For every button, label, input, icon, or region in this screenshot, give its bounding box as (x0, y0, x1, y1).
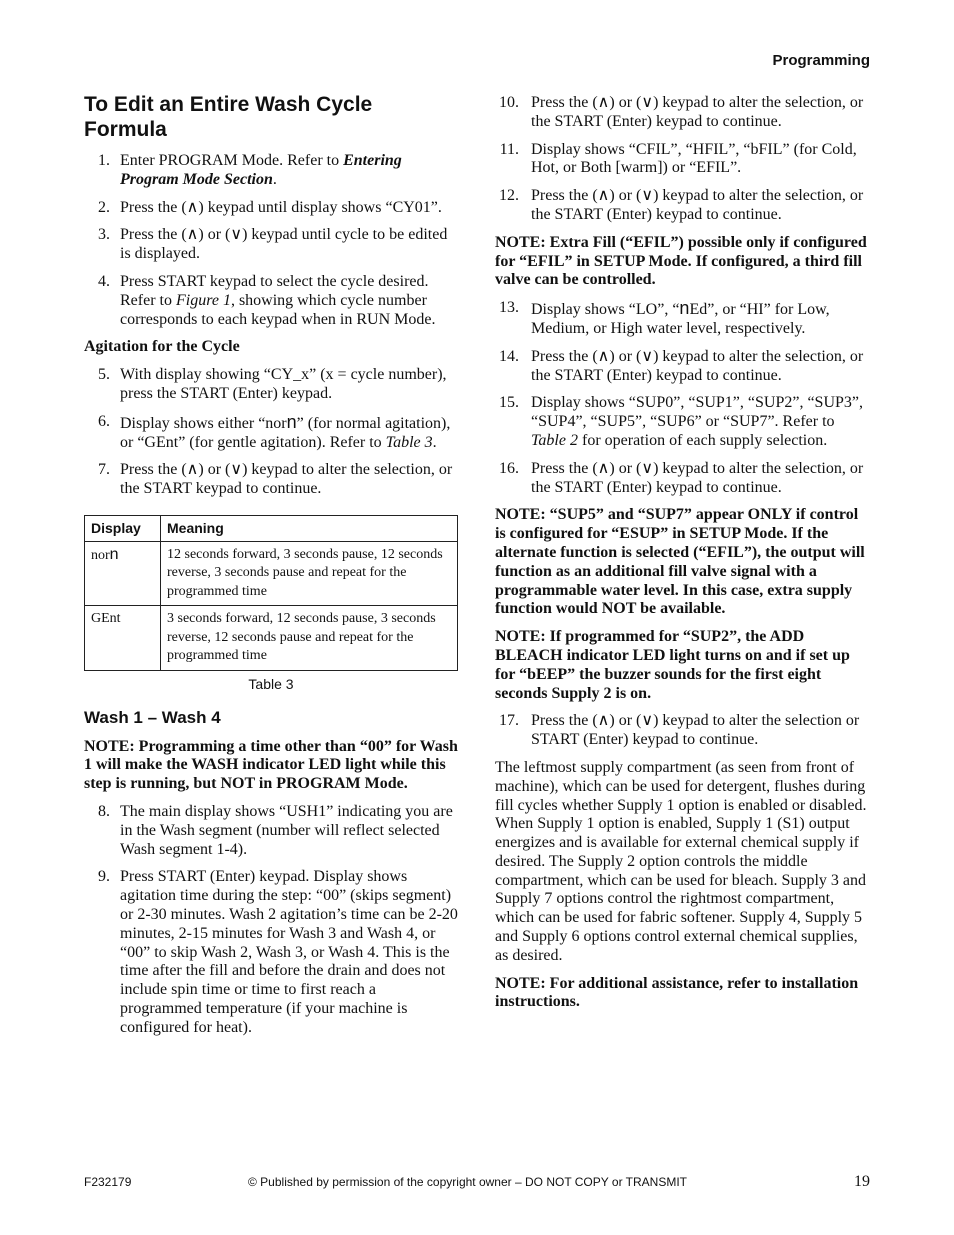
step-number: 11. (499, 140, 519, 158)
step-text: Press the (∧) or (∨) keypad to alter the selection, or the START (Enter) keypad to continue. (531, 459, 864, 496)
step-text-end: for operation of each supply selection. (577, 431, 828, 449)
step-number: 6. (98, 412, 110, 430)
section-header: Programming (772, 52, 870, 69)
step-number: 9. (98, 868, 110, 886)
wash-heading: Wash 1 – Wash 4 (84, 707, 221, 727)
step-9 (84, 868, 458, 1037)
step-text: Display shows either “nor (120, 414, 287, 432)
step-number: 3. (98, 226, 110, 244)
step-text: Press START (Enter) keypad. Display shows agitation time during the step: “00” (skips segment) or 2-30 minutes. Wash 2 agitation’s time can be 2-20 minutes, 2-15 minutes for Wash 3 and Wash 4, or “00” to skip Wash 2, Wash 3, or Wash 4. This is the time after the fill and before the drain and does not include spin time or time to first reach a programmed temperature (if your machine is configured for heat). (120, 868, 458, 1036)
cross-reference: Figure 1 (175, 291, 231, 309)
step-text: Enter PROGRAM Mode. Refer to (120, 152, 344, 169)
step-text: Press the (∧) or (∨) keypad to alter the selection, or the START keypad to continue. (120, 461, 453, 498)
step-text-end: Ed”, or “HI” for Low, Medium, or High water level, respectively. (531, 301, 830, 337)
cross-reference: Table 3 (385, 433, 433, 451)
table-caption: Table 3 (248, 675, 294, 692)
note-assistance: NOTE: For additional assistance, refer to installation instructions. (495, 974, 859, 1011)
step-11 (495, 141, 870, 179)
note-efil: NOTE: Extra Fill (“EFIL”) possible only if configured for “EFIL” in SETUP Mode. If configured, a third fill valve can be controlled. (495, 233, 867, 289)
step-text-end: , showing which cycle number corresponds to each keypad when in RUN Mode. (120, 291, 436, 328)
step-text: The main display shows “USH1” indicating you are in the Wash segment (number will reflect selected Wash segment 1-4). (120, 802, 453, 858)
step-3 (84, 226, 458, 264)
step-number: 14. (499, 347, 519, 365)
step-number: 4. (98, 272, 110, 290)
step-text: Display shows “SUP0”, “SUP1”, “SUP2”, “SUP3”, “SUP4”, “SUP5”, “SUP6” or “SUP7”. Refer to (531, 394, 863, 431)
page-number: 19 (854, 1173, 870, 1190)
table-header-display: Display (85, 515, 161, 541)
step-number: 15. (499, 394, 519, 412)
step-8 (84, 803, 458, 859)
step-text: Press the (∧) or (∨) keypad until cycle to be edited is displayed. (120, 226, 448, 263)
note-sup5-sup7: NOTE: “SUP5” and “SUP7” appear ONLY if control is configured for “ESUP” in SETUP Mode. If the alternate function is selected (“EFIL”), the output will function as an additional fill valve signal with a programmable water level. In this case, extra supply function would NOT be available. (495, 506, 865, 618)
step-number: 7. (98, 461, 110, 479)
note-sup2: NOTE: If programmed for “SUP2”, the ADD BLEACH indicator LED light turns on and if set up for “bEEP” the buzzer sounds for the first eight seconds Supply 2 is on. (495, 628, 850, 702)
right-column (495, 94, 870, 1021)
supply-paragraph: The leftmost supply compartment (as seen from front of machine), which can be used for detergent, flushes during fill cycles whether Supply 1 option is enabled or disabled. When Supply 1 option is enabled, Supply 1 (S1) output energizes and is available for external chemical supply if desired. The Supply 2 option controls the middle compartment, which can be used for bleach. Supply 3 and Supply 7 options control the rightmost compartment, which can be used for fabric softener. Supply 4, Supply 5 and Supply 6 options control external chemical supplies, as desired. (495, 758, 867, 964)
display-glyph: n (679, 298, 690, 319)
step-14 (495, 348, 870, 386)
step-6 (84, 413, 458, 453)
cross-reference: Entering Program Mode Section (120, 152, 402, 188)
agitation-table (84, 515, 458, 671)
table-cell-display: GEnt (85, 606, 161, 671)
display-glyph: n (109, 545, 119, 563)
step-number: 16. (499, 459, 519, 477)
step-number: 17. (499, 712, 519, 730)
table-cell-meaning: 12 seconds forward, 3 seconds pause, 12 seconds reverse, 3 seconds pause and repeat for the programmed time (161, 541, 458, 606)
step-4 (84, 273, 458, 329)
display-code: nor (91, 547, 110, 563)
footer-doc-code: F232179 (84, 1175, 132, 1189)
step-text: With display showing “CY_x” (x = cycle number), press the START (Enter) keypad. (120, 366, 447, 402)
step-text: Press the (∧) keypad until display shows “CY01”. (120, 198, 442, 216)
table-cell-display (85, 541, 161, 606)
step-13 (495, 299, 870, 339)
step-text: Press the (∧) or (∨) keypad to alter the selection or START (Enter) keypad to continue. (531, 712, 860, 749)
step-number: 13. (499, 299, 519, 317)
step-text: Display shows “LO”, “ (531, 301, 680, 319)
table-row (85, 541, 458, 606)
step-text-end: . (272, 170, 277, 188)
table-header-meaning: Meaning (161, 515, 458, 541)
cross-reference: Table 2 (531, 431, 578, 449)
step-12 (495, 187, 870, 225)
step-16 (495, 460, 870, 498)
left-column (84, 92, 458, 1047)
step-number: 10. (499, 94, 519, 111)
wash-note: NOTE: Programming a time other than “00” for Wash 1 will make the WASH indicator LED light while this step is running, but NOT in PROGRAM Mode. (84, 737, 458, 793)
step-15 (495, 394, 870, 450)
table-row (85, 606, 458, 671)
step-17 (495, 712, 870, 750)
step-text: Press START keypad to select the cycle desired. Refer to (120, 272, 429, 309)
display-glyph: n (286, 411, 297, 432)
agitation-heading: Agitation for the Cycle (84, 338, 240, 356)
table-header-row (85, 515, 458, 541)
step-text: Press the (∧) or (∨) keypad to alter the selection, or the START (Enter) keypad to continue. (531, 94, 864, 130)
page-title: To Edit an Entire Wash Cycle Formula (84, 93, 373, 141)
step-text: Press the (∧) or (∨) keypad to alter the selection, or the START (Enter) keypad to continue. (531, 187, 864, 223)
step-text-end: . (432, 433, 437, 451)
step-number: 2. (98, 198, 110, 216)
step-number: 1. (98, 152, 110, 169)
step-2 (84, 199, 458, 218)
step-number: 12. (499, 187, 519, 205)
footer-copyright: © Published by permission of the copyright owner – DO NOT COPY or TRANSMIT (248, 1175, 688, 1189)
step-1 (84, 152, 458, 190)
step-text-mid: ” (for normal agitation), or “GEnt” (for gentle agitation). Refer to (120, 414, 451, 451)
step-number: 8. (98, 802, 110, 820)
table-cell-meaning: 3 seconds forward, 12 seconds pause, 3 seconds reverse, 12 seconds pause and repeat for the programmed time (161, 606, 458, 671)
step-text: Press the (∧) or (∨) keypad to alter the selection, or the START (Enter) keypad to continue. (531, 347, 864, 384)
step-7 (84, 461, 458, 499)
step-text: Display shows “CFIL”, “HFIL”, “bFIL” (for Cold, Hot, or Both [warm]) or “EFIL”. (531, 140, 857, 177)
step-10 (495, 94, 870, 132)
step-5 (84, 366, 458, 404)
step-number: 5. (98, 366, 110, 384)
